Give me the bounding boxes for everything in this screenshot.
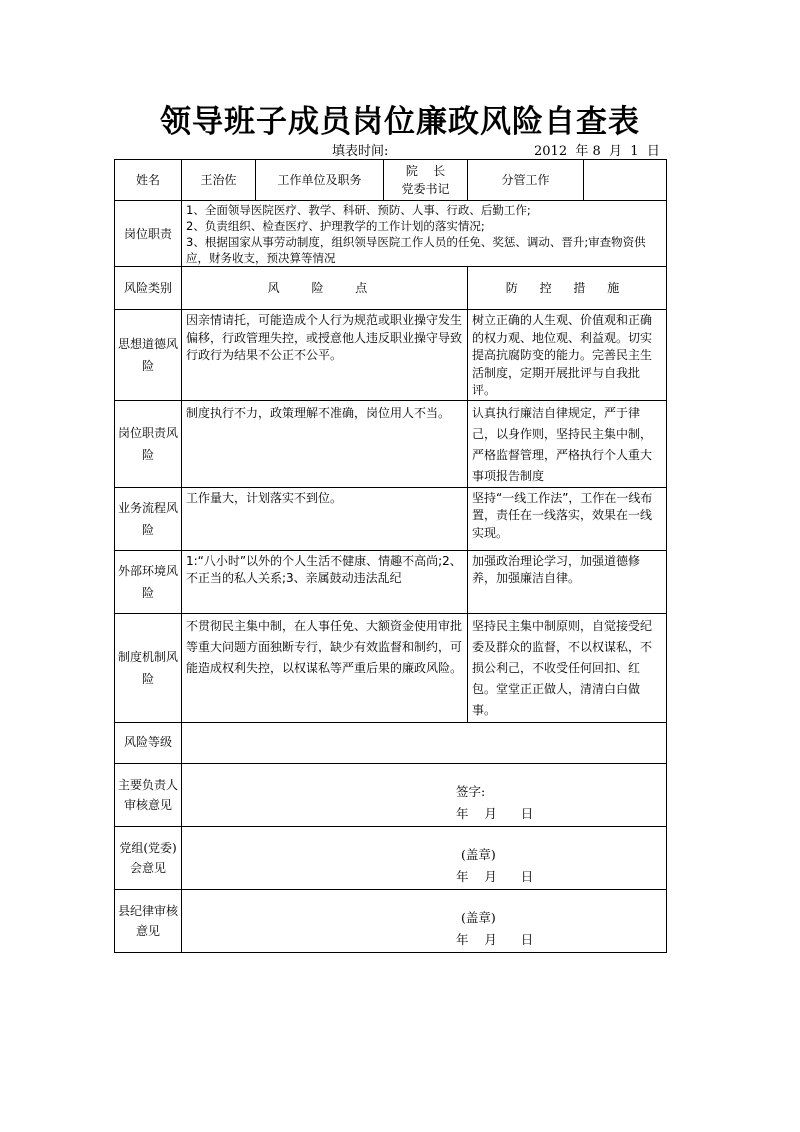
- risk-level-label: 风险等级: [115, 722, 182, 763]
- risk-header: 风 险 点: [182, 267, 468, 310]
- position-line-2: 党委书记: [401, 182, 450, 196]
- opinion-label: 党组(党委)会意见: [115, 826, 182, 889]
- unit-label: 工作单位及职务: [256, 160, 384, 201]
- measure-cell: 加强政治理论学习，加强道德修养，加强廉洁自律。: [468, 550, 667, 613]
- duty-line-2: 2、负责组织、检查医疗、护理教学的工作计划的落实情况;: [186, 219, 485, 233]
- name-label: 姓名: [115, 160, 182, 201]
- measure-header: 防 控 措 施: [468, 267, 667, 310]
- risk-cell: 不贯彻民主集中制，在人事任免、大额资金使用审批等重大问题方面独断专行，缺少有效监督和制约，可能造成权利失控，以权谋私等严重后果的廉政风险。: [182, 613, 468, 722]
- position-value: [384, 160, 468, 201]
- risk-cell: 1:“八小时”以外的个人生活不健康、情趣不高尚;2、不正当的私人关系;3、亲属鼓动违法乱纪: [182, 550, 468, 613]
- opinion-label: 县纪律审核意见: [115, 889, 182, 952]
- opinion-label: 主要负责人审核意见: [115, 763, 182, 826]
- duty-line-3: 3、根据国家从事劳动制度，组织领导医院工作人员的任免、奖惩、调动、晋升;审查物资供应，财务收支，预决算等情况: [186, 235, 646, 265]
- opinion-row: [115, 826, 667, 889]
- risk-level-value: [182, 722, 667, 763]
- table-row: [115, 310, 667, 401]
- seal-label: (盖章): [461, 846, 496, 862]
- opinion-date: 年 月 日: [456, 931, 534, 947]
- table-row: [115, 550, 667, 613]
- risk-cell: 制度执行不力，政策理解不准确，岗位用人不当。: [182, 400, 468, 487]
- charge-value: [584, 160, 667, 201]
- page-title: 领导班子成员岗位廉政风险自查表: [160, 104, 640, 140]
- header-row: [115, 160, 667, 201]
- seal-label: (盖章): [461, 909, 496, 925]
- risk-cell: 工作量大，计划落实不到位。: [182, 487, 468, 550]
- duty-line-1: 1、全面领导医院医疗、教学、科研、预防、人事、行政、后勤工作;: [186, 203, 531, 217]
- category-header: 风险类别: [115, 267, 182, 310]
- table-row: [115, 613, 667, 722]
- duty-row: [115, 201, 667, 267]
- opinion-date: 年 月 日: [456, 868, 534, 884]
- position-line-1: 院 长: [405, 164, 446, 178]
- category-cell: 外部环境风险: [115, 550, 182, 613]
- measure-cell: 坚持民主集中制原则，自觉接受纪委及群众的监督，不以权谋私，不损公利己，不收受任何回扣、红包。堂堂正正做人，清清白白做事。: [468, 613, 667, 722]
- table-row: [115, 400, 667, 487]
- opinion-row: [115, 763, 667, 826]
- column-header-row: [115, 267, 667, 310]
- duty-label: 岗位职责: [115, 201, 182, 267]
- fill-time-label: 填表时间:: [332, 144, 389, 159]
- measure-cell: 树立正确的人生观、价值观和正确的权力观、地位观、利益观。切实提高抗腐防变的能力。完善民主生活制度，定期开展批评与自我批评。: [468, 310, 667, 401]
- measure-cell: 坚持“一线工作法”，工作在一线布置，责任在一线落实，效果在一线实现。: [468, 487, 667, 550]
- category-cell: 业务流程风险: [115, 487, 182, 550]
- category-cell: 制度机制风险: [115, 613, 182, 722]
- risk-level-row: [115, 722, 667, 763]
- signature-label: 签字:: [456, 783, 486, 799]
- opinion-cell: [182, 763, 667, 826]
- risk-cell: 因亲情请托，可能造成个人行为规范或职业操守发生偏移，行政管理失控，或授意他人违反职业操守导致行政行为结果不公正不公平。: [182, 310, 468, 401]
- self-check-table: [114, 159, 667, 953]
- name-value: 王治佐: [182, 160, 256, 201]
- table-row: [115, 487, 667, 550]
- duty-content: [182, 201, 667, 267]
- opinion-date: 年 月 日: [456, 805, 534, 821]
- category-cell: 岗位职责风险: [115, 400, 182, 487]
- category-cell: 思想道德风险: [115, 310, 182, 401]
- charge-label: 分管工作: [468, 160, 584, 201]
- measure-cell: 认真执行廉洁自律规定，严于律己，以身作则，坚持民主集中制，严格监督管理，严格执行个人重大事项报告制度: [468, 400, 667, 487]
- opinion-cell: [182, 826, 667, 889]
- opinion-cell: [182, 889, 667, 952]
- opinion-row: [115, 889, 667, 952]
- fill-date: 2012 年 8 月 1 日: [534, 144, 660, 159]
